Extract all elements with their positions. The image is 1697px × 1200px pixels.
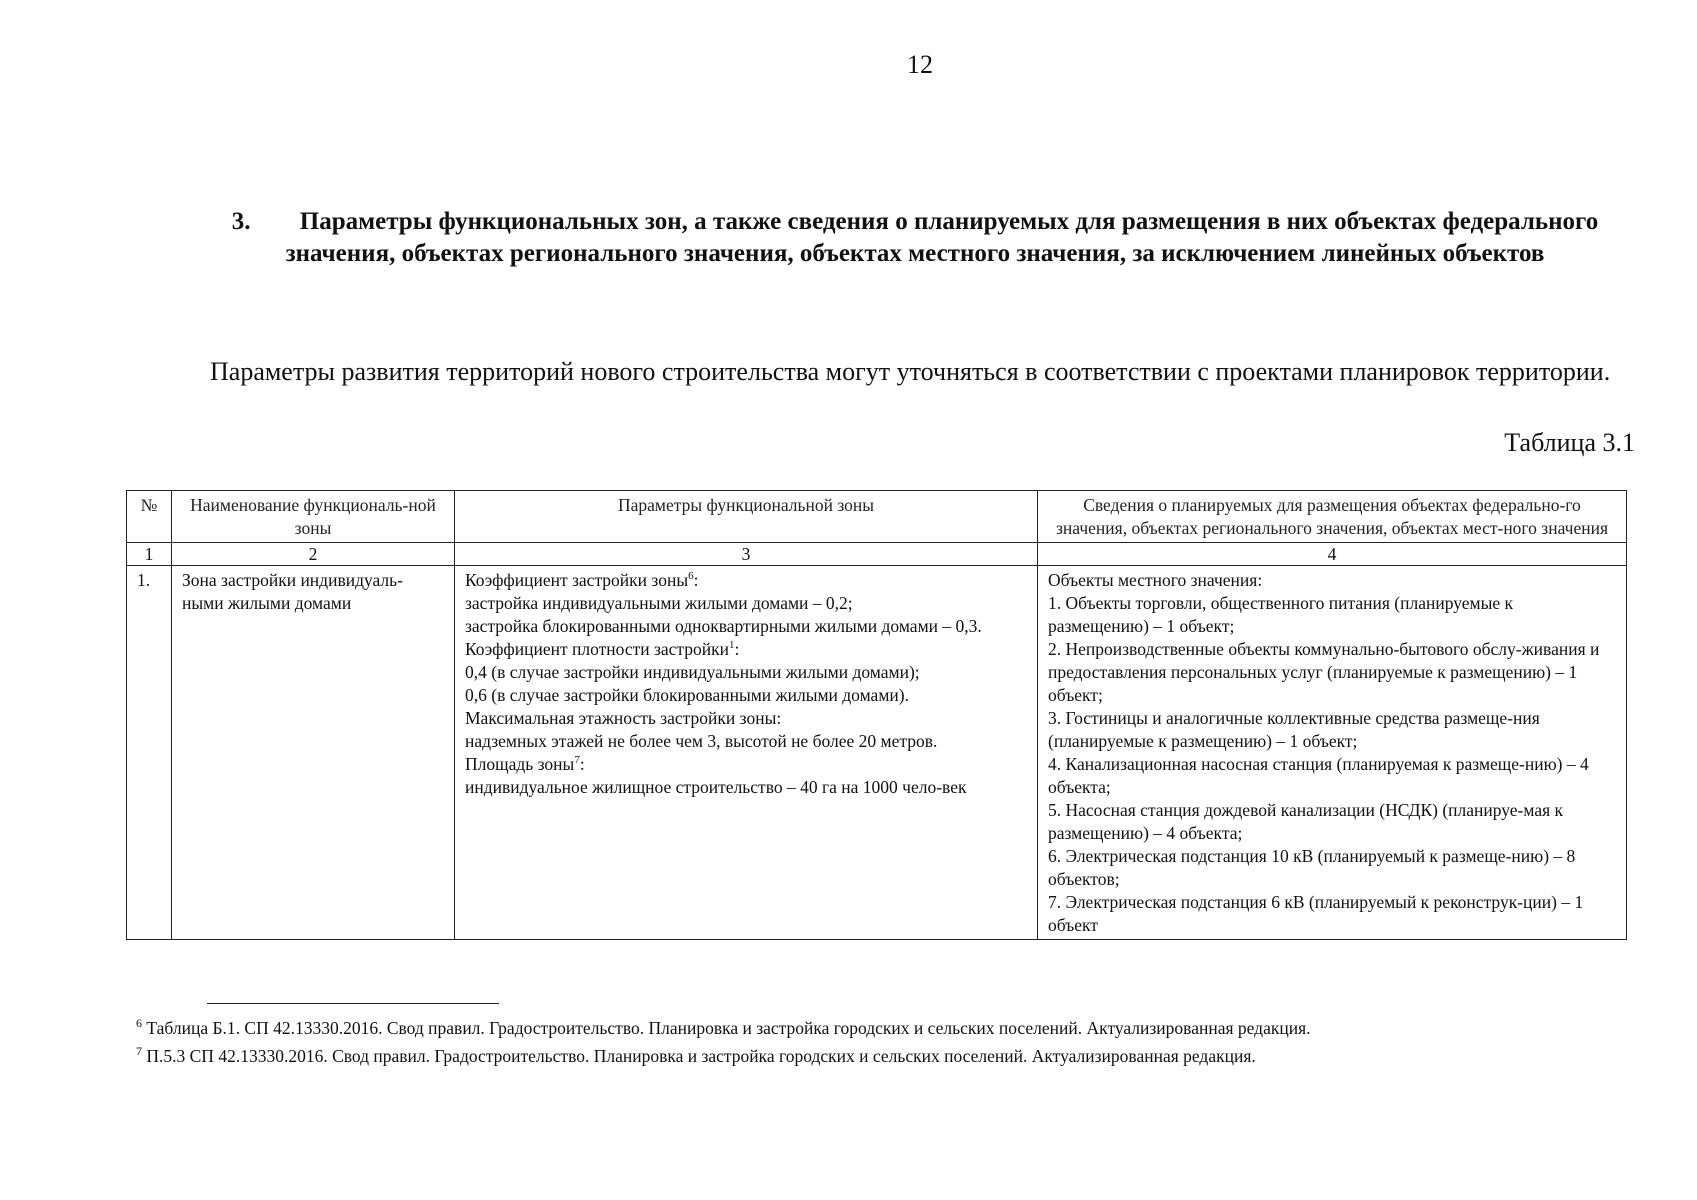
object-line: 5. Насосная станция дождевой канализации (НСДК) (планируе-мая к размещению) – 4 объекта;	[1048, 800, 1564, 843]
parameter-line: 0,6 (в случае застройки блокированными жилыми домами).	[465, 685, 909, 705]
footnote-mark: 7	[136, 1044, 142, 1059]
footnote-text: П.5.3 СП 42.13330.2016. Свод правил. Градостроительство. Планировка и застройка городских и сельских поселений. Актуализированная редакция.	[146, 1046, 1256, 1066]
table-column-number-row	[127, 543, 1627, 566]
column-number: 2	[172, 543, 455, 566]
parameter-line: Максимальная этажность застройки зоны:	[465, 708, 782, 728]
parameter-line: Коэффициент застройки зоны$^6$:	[465, 570, 699, 590]
table-row	[127, 566, 1627, 940]
footnotes	[136, 1014, 1636, 1070]
header-zone-name: Наименование функциональ-ной зоны	[172, 491, 455, 543]
zone-name: Зона застройки индивидуаль-ными жилыми домами	[172, 566, 455, 940]
section-number: 3.	[231, 208, 251, 235]
table-header-row	[127, 491, 1627, 543]
parameter-line: индивидуальное жилищное строительство – 40 га на 1000 чело-век	[465, 777, 967, 797]
parameter-line: надземных этажей не более чем 3, высотой не более 20 метров.	[465, 731, 938, 751]
zones-table	[126, 490, 1627, 940]
footnote	[136, 1042, 1636, 1070]
page-number: 12	[907, 50, 933, 79]
parameter-line: застройка индивидуальными жилыми домами – 0,2;	[465, 593, 853, 613]
header-number: №	[127, 491, 172, 543]
section-heading	[205, 206, 1625, 270]
section-title: Параметры функциональных зон, а также сведения о планируемых для размещения в них объектах федерального значения, объектах регионального значения, объектах местного значения, за исключением линейных объектов	[285, 208, 1599, 267]
object-line: 3. Гостиницы и аналогичные коллективные средства размеще-ния (планируемые к размещению) – 1 объект;	[1048, 708, 1540, 751]
parameter-line: 0,4 (в случае застройки индивидуальными жилыми домами);	[465, 662, 920, 682]
object-line: Объекты местного значения:	[1048, 570, 1263, 590]
table-caption: Таблица 3.1	[1504, 428, 1635, 457]
column-number: 1	[127, 543, 172, 566]
row-number: 1.	[127, 566, 172, 940]
intro-paragraph: Параметры развития территорий нового строительства могут уточняться в соответствии с проектами планировок территории.	[210, 357, 1611, 386]
header-zone-parameters: Параметры функциональной зоны	[455, 491, 1038, 543]
footnote-ref: 1	[729, 639, 735, 652]
footnote	[136, 1014, 1636, 1042]
object-line: 4. Канализационная насосная станция (планируемая к размеще-нию) – 4 объекта;	[1048, 754, 1589, 797]
parameter-line: Площадь зоны$^7$:	[465, 754, 585, 774]
planned-objects	[1038, 566, 1627, 940]
header-planned-objects: Сведения о планируемых для размещения объектах федерально-го значения, объектах регионального значения, объектах мест-ного значения	[1038, 491, 1627, 543]
column-number: 3	[455, 543, 1038, 566]
footnote-mark: 6	[136, 1016, 142, 1031]
object-line: 7. Электрическая подстанция 6 кВ (планируемый к реконструк-ции) – 1 объект	[1048, 892, 1584, 935]
footnote-text: Таблица Б.1. СП 42.13330.2016. Свод правил. Градостроительство. Планировка и застройка городских и сельских поселений. Актуализированная редакция.	[146, 1018, 1311, 1038]
object-line: 1. Объекты торговли, общественного питания (планируемые к размещению) – 1 объект;	[1048, 593, 1514, 636]
object-line: 6. Электрическая подстанция 10 кВ (планируемый к размеще-нию) – 8 объектов;	[1048, 846, 1576, 889]
zone-parameters	[455, 566, 1038, 940]
footnote-ref: 7	[574, 754, 580, 767]
parameter-line: застройка блокированными одноквартирными жилыми домами – 0,3.	[465, 616, 982, 636]
parameter-line: Коэффициент плотности застройки$^1$:	[465, 639, 740, 659]
footnote-divider	[207, 1003, 499, 1004]
column-number: 4	[1038, 543, 1627, 566]
footnote-ref: 6	[688, 570, 694, 583]
object-line: 2. Непроизводственные объекты коммунально-бытового обслу-живания и предоставления персональных услуг (планируемые к размещению) – 1 объект;	[1048, 639, 1600, 705]
